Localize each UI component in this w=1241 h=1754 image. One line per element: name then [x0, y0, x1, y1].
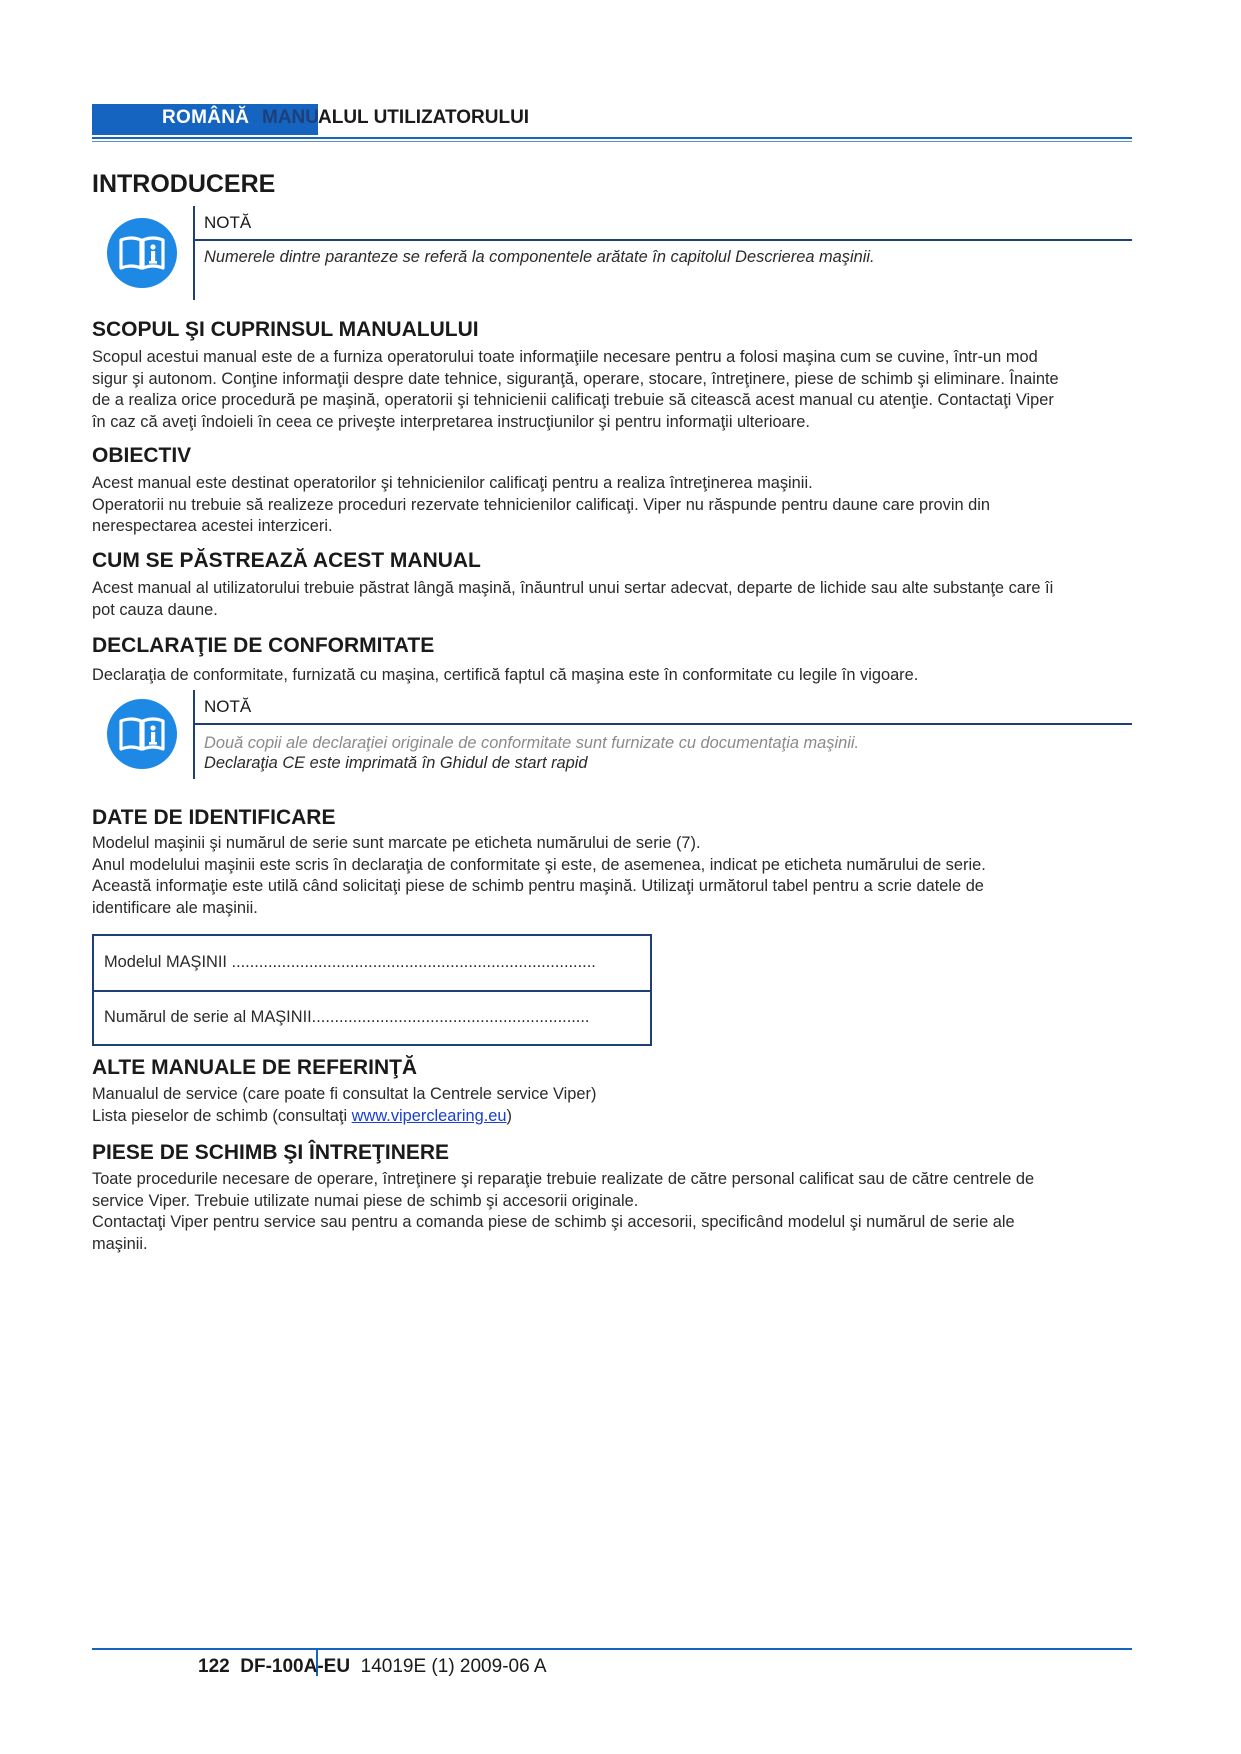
- section-title-keeping: CUM SE PĂSTREAZĂ ACEST MANUAL: [92, 549, 481, 572]
- note-text: Declaraţia CE este imprimată în Ghidul de start rapid: [204, 754, 588, 772]
- header-title-part1: MANU: [262, 107, 319, 128]
- viper-website-link[interactable]: www.viperclearing.eu: [351, 1106, 507, 1125]
- header-rule-thin: [92, 141, 1132, 142]
- footer-model: DF-100A-EU: [240, 1656, 351, 1677]
- note-divider-vertical: [193, 206, 195, 300]
- footer-rule: [92, 1648, 1132, 1650]
- header-rule: [92, 137, 1132, 139]
- paragraph-identification: Modelul maşinii şi numărul de serie sunt marcate pe eticheta numărului de serie (7). Anul modelului maşinii este scris în declaraţia de conformitate şi este, de asemenea, indicat pe eticheta numărului de serie. Această informaţie este utilă când solicitaţi piese de schimb pentru maşină. Utilizaţi următorul tabel pentru a scrie datele de identificare ale maşinii.: [92, 834, 986, 917]
- info-manual-icon: [107, 699, 177, 769]
- note-divider-vertical: [193, 690, 195, 779]
- paragraph-references: Manualul de service (care poate fi consultat la Centrele service Viper) Lista pieselor de schimb (consultaţi www.viperclearing.eu): [92, 1085, 597, 1125]
- note-label: NOTĂ: [204, 697, 252, 716]
- field-serial-number[interactable]: Numărul de serie al MAŞINII.............................................................: [104, 1008, 590, 1026]
- paragraph-conformity: Declaraţia de conformitate, furnizată cu maşina, certifică faptul că maşina este în conformitate cu legile în vigoare.: [92, 666, 919, 684]
- note-text-faded: Două copii ale declaraţiei originale de conformitate sunt furnizate cu documentaţia maşinii.: [204, 734, 860, 752]
- section-title-references: ALTE MANUALE DE REFERINŢĂ: [92, 1056, 418, 1079]
- footer-doc-code: 14019E (1) 2009-06 A: [360, 1656, 547, 1677]
- field-machine-model[interactable]: Modelul MAŞINII ................................................................................: [104, 953, 596, 971]
- note-label: NOTĂ: [204, 213, 252, 232]
- note-divider-horizontal: [195, 723, 1132, 725]
- page-number: 122: [198, 1656, 230, 1677]
- paragraph-parts: Toate procedurile necesare de operare, întreţinere şi reparaţie trebuie realizate de către personal calificat sau de către centrele de service Viper. Trebuie utilizate numai piese de schimb şi accesorii originale. Contactaţi Viper pentru service sau pentru a comanda piese de schimb şi accesorii, specificând modelul şi numărul de serie ale maşinii.: [92, 1170, 1035, 1253]
- section-title-introducere: INTRODUCERE: [92, 170, 276, 198]
- header-language: ROMÂNĂ: [162, 107, 250, 128]
- section-title-obiectiv: OBIECTIV: [92, 444, 192, 467]
- section-title-conformity: DECLARAŢIE DE CONFORMITATE: [92, 634, 435, 657]
- paragraph-scope: Scopul acestui manual este de a furniza operatorului toate informaţiile necesare pentru a folosi maşina cum se cuvine, într-un mod sigur şi autonom. Conţine informaţii despre date tehnice, siguranţă, operare, stocare, întreţinere, piese de schimb şi eliminare. Înainte de a realiza orice procedură pe maşină, operatorii şi tehnicienii calificaţi trebuie să citească acest manual cu atenţie. Contactaţi Viper în caz că aveţi îndoieli în ceea ce priveşte interpretarea instrucţiunilor şi pentru informaţii ulterioare.: [92, 348, 1059, 431]
- header-title-part2: ALUL UTILIZATORULUI: [318, 107, 530, 128]
- section-title-scopul: SCOPUL ŞI CUPRINSUL MANUALULUI: [92, 318, 479, 341]
- section-title-parts: PIESE DE SCHIMB ŞI ÎNTREŢINERE: [92, 1141, 450, 1164]
- footer-text: [198, 1656, 547, 1678]
- note-divider-horizontal: [195, 239, 1132, 241]
- paragraph-keeping: Acest manual al utilizatorului trebuie păstrat lângă maşină, înăuntrul unui sertar adecvat, departe de lichide sau alte substanţe care îi pot cauza daune.: [92, 579, 1054, 619]
- info-manual-icon: [107, 218, 177, 288]
- note-text: Numerele dintre paranteze se referă la componentele arătate în capitolul Descrierea maşinii.: [204, 248, 875, 266]
- paragraph-objective: Acest manual este destinat operatorilor şi tehnicienilor calificaţi pentru a realiza întreţinerea maşinii. Operatorii nu trebuie să realizeze proceduri rezervate tehnicienilor calificaţi. Viper nu răspunde pentru daune care provin din nerespectarea acestei interziceri.: [92, 474, 991, 535]
- identification-table-separator: [92, 990, 652, 992]
- section-title-identification: DATE DE IDENTIFICARE: [92, 806, 336, 829]
